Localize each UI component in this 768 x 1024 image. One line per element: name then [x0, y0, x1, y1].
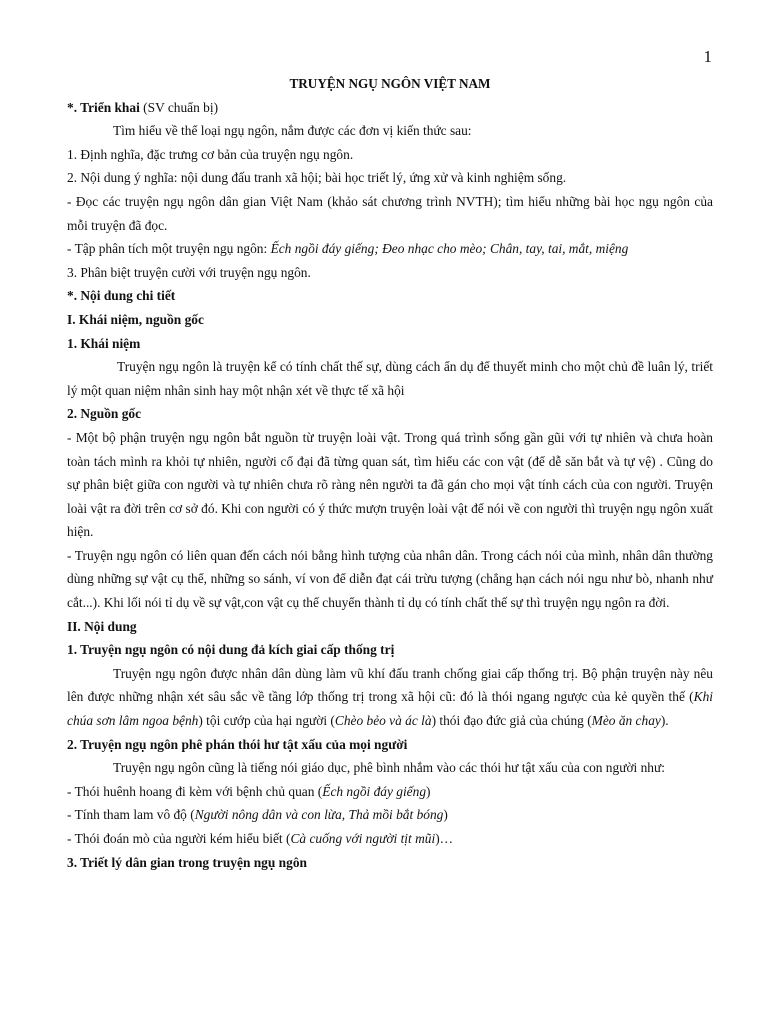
bullet-2-text: - Tính tham lam vô độ (	[67, 807, 195, 823]
section-2-1-text-a: Truyện ngụ ngôn được nhân dân dùng làm vũ khí đấu tranh chống giai cấp thống trị. Bộ phận truyện này nêu lên được những nhận xét sâu sắc về tầng lớp thống trị trong xã hội cũ: đó là thói ngang ngược của kẻ quyền thế (	[67, 665, 713, 705]
trien-khai-item-4	[67, 237, 713, 261]
section-2-heading: II. Nội dung	[67, 618, 137, 634]
section-1-2-heading: 2. Nguồn gốc	[67, 406, 142, 422]
section-2-1-title-b: Chèo bẻo và ác là	[334, 713, 432, 729]
section-1-heading: I. Khái niệm, nguồn gốc	[67, 311, 204, 327]
document-body	[67, 72, 713, 874]
bullet-1-title: Ếch ngồi đáy giếng	[322, 783, 427, 799]
section-2-2-heading: 2. Truyện ngụ ngôn phê phán thói hư tật xấu của mọi người	[67, 736, 408, 752]
trien-khai-item-1: 1. Định nghĩa, đặc trưng cơ bản của truyện ngụ ngôn.	[67, 146, 354, 162]
trien-khai-label: *. Triển khai	[67, 99, 140, 115]
section-2-1-title-c: Mèo ăn chay	[591, 713, 661, 729]
section-2-3-heading: 3. Triết lý dân gian trong truyện ngụ ngôn	[67, 854, 307, 870]
bullet-2-title: Người nông dân và con lừa, Thả mồi bắt bóng	[194, 807, 444, 823]
bullet-2-close: )	[443, 807, 448, 823]
section-2-1-text-d: ).	[660, 713, 669, 729]
bullet-3-title: Cà cuống với người tịt mũi	[290, 831, 436, 846]
section-1-1-heading: 1. Khái niệm	[67, 335, 141, 351]
section-1-2-paragraph-2: - Truyện ngụ ngôn có liên quan đến cách nói bằng hình tượng của nhân dân. Trong cách nói của mình, nhân dân thường dùng những sự vật cụ thể, những so sánh, ví von để diễn đạt cái trừu tượng (chẳng hạn cách nói ngu như bò, nhanh như cắt...). Khi lối nói tỉ dụ về sự vật,con vật cụ thể chuyển thành tỉ dụ có tính chất thế sự thì truyện ngụ ngôn ra đời.	[67, 547, 713, 611]
section-1-1-text: Truyện ngụ ngôn là truyện kể có tính chất thế sự, dùng cách ẩn dụ để thuyết minh cho một chủ đề luân lý, triết lý một quan niệm nhân sinh hay một nhận xét về thực tế xã hội	[67, 359, 713, 398]
bullet-1-close: )	[426, 783, 431, 799]
section-2-1-heading: 1. Truyện ngụ ngôn có nội dung đả kích giai cấp thống trị	[67, 642, 395, 658]
trien-khai-item-2: 2. Nội dung ý nghĩa: nội dung đấu tranh xã hội; bài học triết lý, ứng xử và kinh nghiệm sống.	[67, 170, 567, 186]
section-2-1-title-a: Khi chúa sơn lâm ngoa bệnh	[67, 689, 713, 729]
section-2-1-text-c: ) thói đạo đức giả của chúng (	[431, 713, 592, 729]
section-2-2-bullet-2	[67, 803, 713, 827]
section-2-2-bullet-3	[67, 827, 713, 851]
section-1-2-paragraph-1: - Một bộ phận truyện ngụ ngôn bắt nguồn từ truyện loài vật. Trong quá trình sống gần gũi với tự nhiên và chưa hoàn toàn tách mình ra khỏi tự nhiên, người cổ đại đã từng quan sát, tìm hiểu các con vật (để dễ săn bắt và tự vệ) . Cũng do sự phân biệt giữa con người và tự nhiên chưa rõ ràng nên người ta đã gán cho mọi vật tính cách của con người. Truyện loài vật ra đời trên cơ sở đó. Khi con người có ý thức mượn truyện loài vật để nói về con người thì truyện ngụ ngôn xuất hiện.	[67, 429, 713, 540]
trien-khai-item-3: - Đọc các truyện ngụ ngôn dân gian Việt Nam (khảo sát chương trình NVTH); tìm hiểu những bài học ngụ ngôn của mỗi truyện đã đọc.	[67, 193, 713, 233]
bullet-3-close: )…	[435, 831, 454, 846]
section-2-2-intro: Truyện ngụ ngôn cũng là tiếng nói giáo dục, phê bình nhắm vào các thói hư tật xấu của con người như:	[113, 760, 665, 776]
trien-khai-item-4-titles: Ếch ngồi đáy giếng; Đeo nhạc cho mèo; Chân, tay, tai, mắt, miệng	[270, 241, 629, 257]
trien-khai-heading	[67, 96, 713, 120]
bullet-3-text: - Thói đoán mò của người kém hiểu biết (	[67, 831, 291, 846]
document-title: TRUYỆN NGỤ NGÔN VIỆT NAM	[289, 76, 491, 91]
trien-khai-item-4-text: - Tập phân tích một truyện ngụ ngôn:	[67, 241, 271, 257]
trien-khai-intro: Tìm hiểu về thể loại ngụ ngôn, nắm được các đơn vị kiến thức sau:	[113, 123, 472, 139]
page-number: 1	[703, 47, 712, 66]
bullet-1-text: - Thói huênh hoang đi kèm với bệnh chủ quan (	[67, 783, 323, 799]
section-2-1-text-b: ) tội cướp của hại người (	[198, 713, 335, 729]
section-2-2-bullet-1	[67, 780, 713, 804]
noi-dung-chi-tiet-heading: *. Nội dung chi tiết	[67, 288, 176, 304]
trien-khai-item-5: 3. Phân biệt truyện cười với truyện ngụ ngôn.	[67, 264, 311, 280]
trien-khai-note: (SV chuẩn bị)	[139, 99, 219, 115]
section-2-1-paragraph	[67, 662, 713, 733]
